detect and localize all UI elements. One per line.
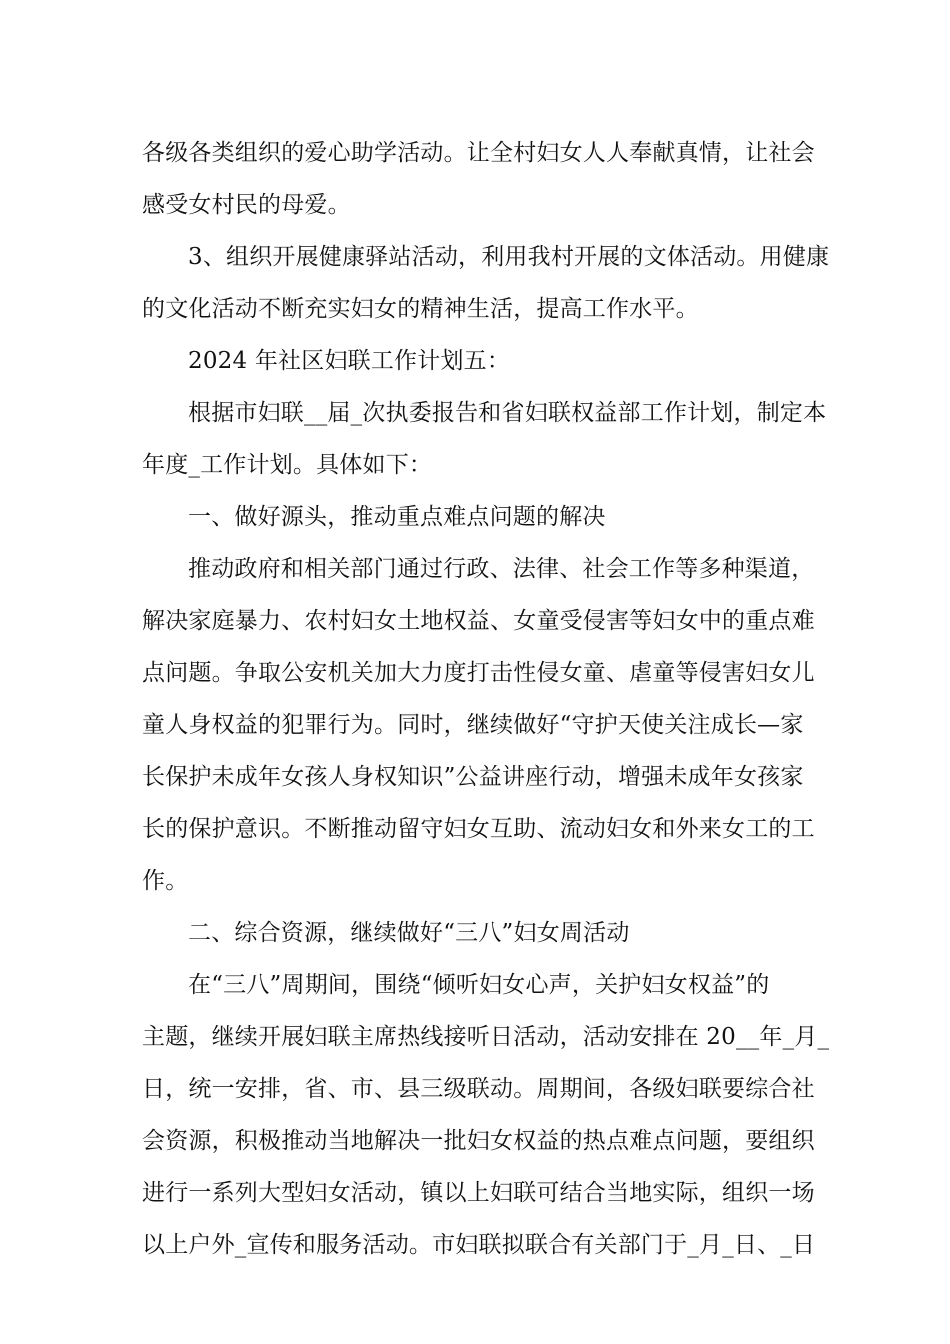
paragraph-line: 童人身权益的犯罪行为。同时，继续做好“守护天使关注成长—家 bbox=[142, 712, 804, 738]
paragraph-line: 作。 bbox=[142, 868, 189, 894]
paragraph-line: 会资源，积极推动当地解决一批妇女权益的热点难点问题，要组织 bbox=[142, 1128, 815, 1154]
paragraph-line: 的文化活动不断充实妇女的精神生活，提高工作水平。 bbox=[142, 296, 699, 322]
paragraph-line: 根据市妇联__届_次执委报告和省妇联权益部工作计划，制定本 bbox=[188, 400, 827, 426]
paragraph-line: 解决家庭暴力、农村妇女土地权益、女童受侵害等妇女中的重点难 bbox=[142, 608, 815, 634]
paragraph-line: 以上户外_宣传和服务活动。市妇联拟联合有关部门于_月_日、_日 bbox=[142, 1232, 816, 1258]
paragraph-line: 长保护未成年女孩人身权知识”公益讲座行动，增强未成年女孩家 bbox=[142, 764, 804, 790]
paragraph-line: 推动政府和相关部门通过行政、法律、社会工作等多种渠道， bbox=[188, 556, 815, 582]
paragraph-line: 进行一系列大型妇女活动，镇以上妇联可结合当地实际，组织一场 bbox=[142, 1180, 815, 1206]
paragraph-line: 感受女村民的母爱。 bbox=[142, 192, 351, 218]
section-title: 2024 年社区妇联工作计划五： bbox=[188, 348, 511, 374]
document-body bbox=[142, 127, 830, 1271]
section-heading: 一、做好源头，推动重点难点问题的解决 bbox=[188, 504, 606, 530]
paragraph-line: 主题，继续开展妇联主席热线接听日活动，活动安排在 20__年_月_ bbox=[142, 1024, 830, 1050]
paragraph-line: 长的保护意识。不断推动留守妇女互助、流动妇女和外来女工的工 bbox=[142, 816, 815, 842]
paragraph-line: 点问题。争取公安机关加大力度打击性侵女童、虐童等侵害妇女儿 bbox=[142, 660, 815, 686]
paragraph-line: 3、组织开展健康驿站活动，利用我村开展的文体活动。用健康 bbox=[188, 244, 830, 270]
paragraph-line: 年度_工作计划。具体如下： bbox=[142, 452, 433, 478]
paragraph-line: 日，统一安排，省、市、县三级联动。周期间，各级妇联要综合社 bbox=[142, 1076, 815, 1102]
section-heading: 二、综合资源，继续做好“三八”妇女周活动 bbox=[188, 920, 630, 946]
paragraph-line: 在“三八”周期间，围绕“倾听妇女心声，关护妇女权益”的 bbox=[188, 972, 770, 998]
paragraph-line: 各级各类组织的爱心助学活动。让全村妇女人人奉献真情，让社会 bbox=[142, 140, 815, 166]
